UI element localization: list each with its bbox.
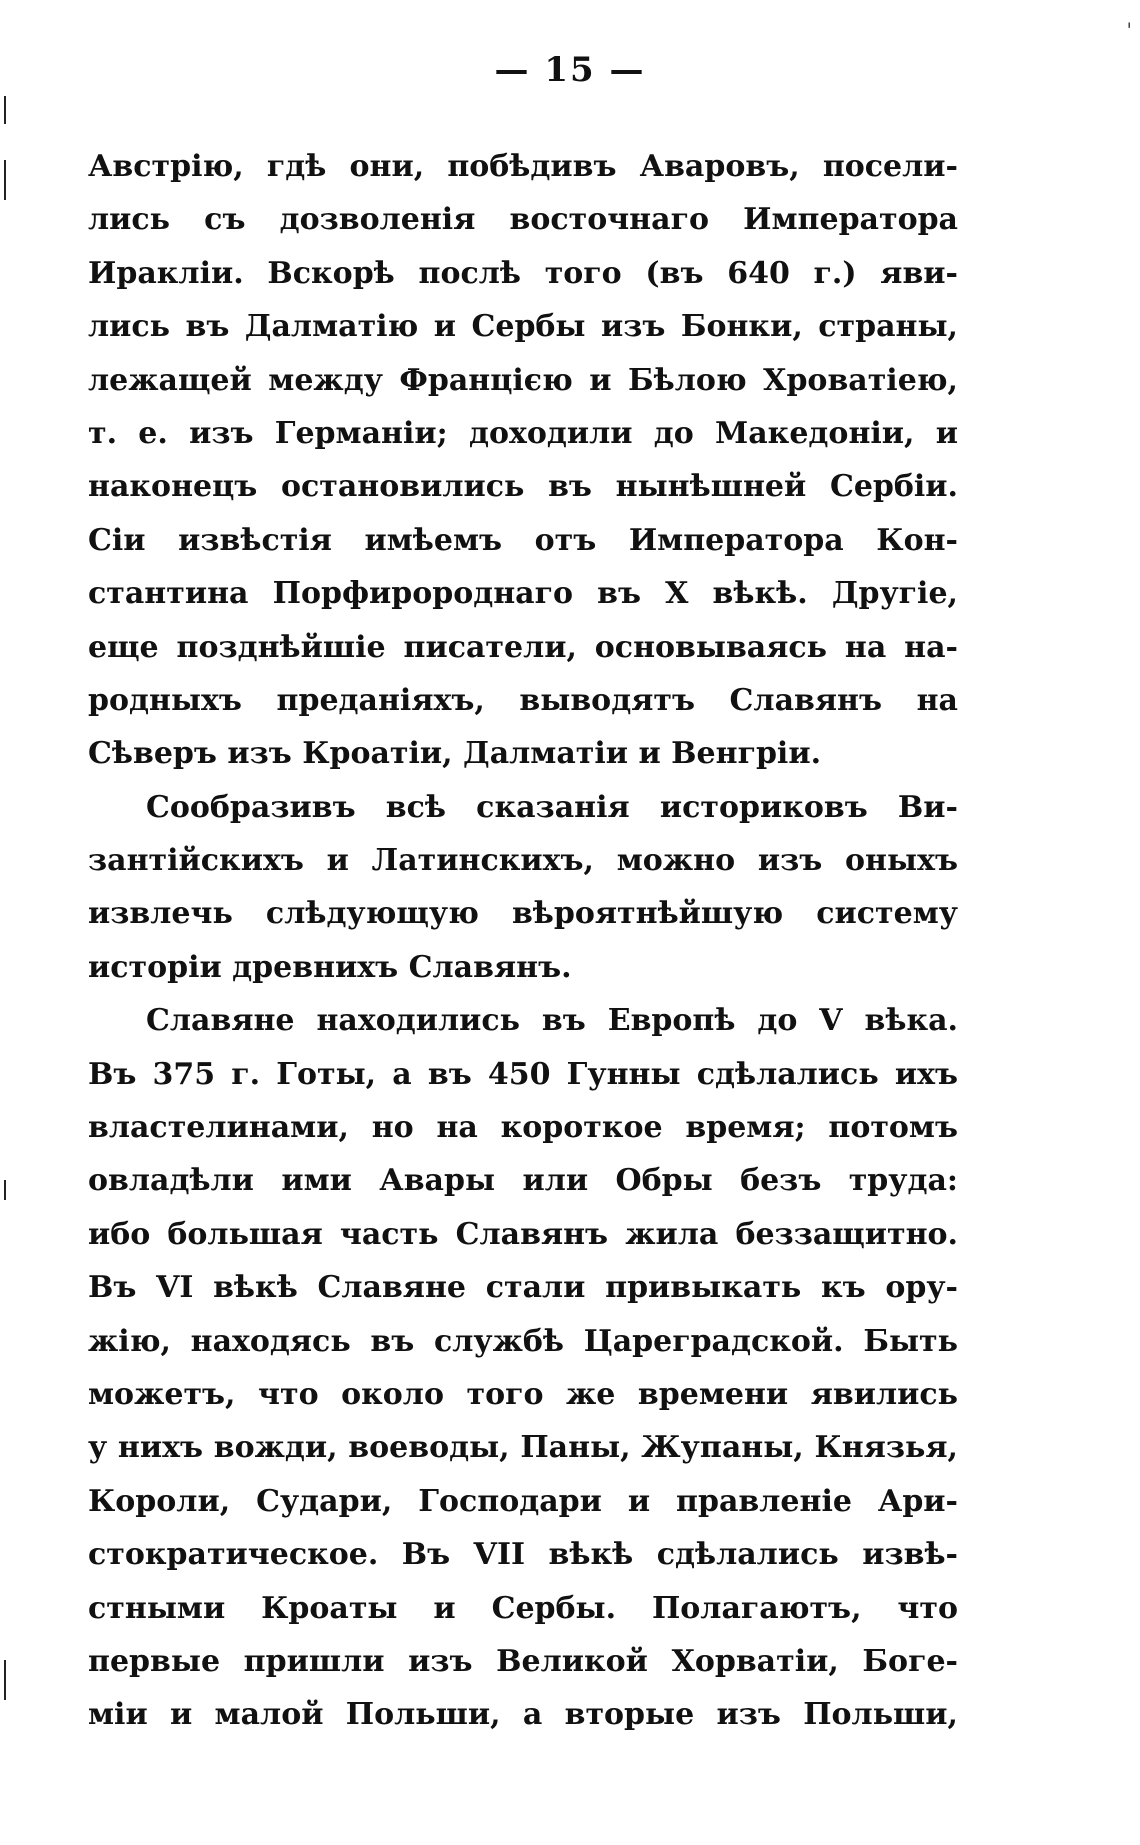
text-line: извлечь слѣдующую вѣроятнѣйшую систему: [88, 896, 958, 932]
page-number: — 15 —: [494, 50, 646, 90]
text-line: лись съ дозволенія восточнаго Императора: [88, 202, 958, 238]
text-line: зантійскихъ и Латинскихъ, можно изъ оныхъ: [88, 843, 958, 879]
margin-mark-bottom: [4, 1660, 6, 1700]
text-line: родныхъ преданіяхъ, выводятъ Славянъ на: [88, 682, 958, 718]
body-text: [88, 140, 958, 1742]
text-line: Короли, Судари, Господари и правленіе Ари-: [88, 1483, 958, 1519]
text-line: Австрію, гдѣ они, побѣдивъ Аваровъ, посели-: [88, 149, 958, 184]
text-line: у нихъ вожди, воеводы, Паны, Жупаны, Князья,: [88, 1430, 958, 1466]
text-line: стократическое. Въ VII вѣкѣ сдѣлались извѣ-: [88, 1537, 958, 1573]
margin-mark-lower: [4, 1180, 6, 1200]
text-line: т. е. изъ Германіи; доходили до Македоніи, и: [88, 415, 958, 451]
text-line: лежащей между Францією и Бѣлою Хроватіею,: [88, 362, 958, 398]
text-line: стантина Порфиророднаго въ X вѣкѣ. Другіе,: [88, 576, 958, 612]
text-line: овладѣли ими Авары или Обры безъ труда:: [88, 1163, 958, 1199]
text-line: стными Кроаты и Сербы. Полагаютъ, что: [88, 1590, 958, 1626]
text-line: Славяне находились въ Европѣ до V вѣка.: [146, 1003, 958, 1039]
text-line: лись въ Далматію и Сербы изъ Бонки, страны,: [88, 309, 958, 345]
text-line: еще позднѣйшіе писатели, основываясь на на-: [88, 629, 958, 665]
text-line: наконецъ остановились въ нынѣшней Сербіи.: [88, 469, 958, 505]
text-line: Сообразивъ всѣ сказанія историковъ Ви-: [146, 789, 958, 825]
text-line: исторіи древнихъ Славянъ.: [88, 949, 572, 985]
text-line: ибо большая часть Славянъ жила беззащитно.: [88, 1216, 958, 1252]
margin-mark-upper: [4, 160, 6, 200]
text-line: первые пришли изъ Великой Хорватіи, Боге-: [88, 1643, 958, 1679]
text-line: міи и малой Польши, а вторые изъ Польши,: [88, 1697, 958, 1733]
text-line: можетъ, что около того же времени явились: [88, 1376, 958, 1412]
text-line: Въ 375 г. Готы, а въ 450 Гунны сдѣлались ихъ: [88, 1056, 958, 1092]
text-line: Въ VI вѣкѣ Славяне стали привыкать къ ору-: [88, 1270, 958, 1306]
text-line: Сіи извѣстія имѣемъ отъ Императора Кон-: [88, 522, 958, 558]
margin-mark-top: [4, 96, 6, 124]
corner-mark: ': [1126, 18, 1132, 42]
text-line: Иракліи. Вскорѣ послѣ того (въ 640 г.) яви-: [88, 255, 958, 291]
text-line: жію, находясь въ службѣ Цареградской. Быть: [88, 1323, 958, 1359]
text-line: Сѣверъ изъ Кроатіи, Далматіи и Венгріи.: [88, 736, 822, 772]
text-line: властелинами, но на короткое время; потомъ: [88, 1110, 958, 1146]
